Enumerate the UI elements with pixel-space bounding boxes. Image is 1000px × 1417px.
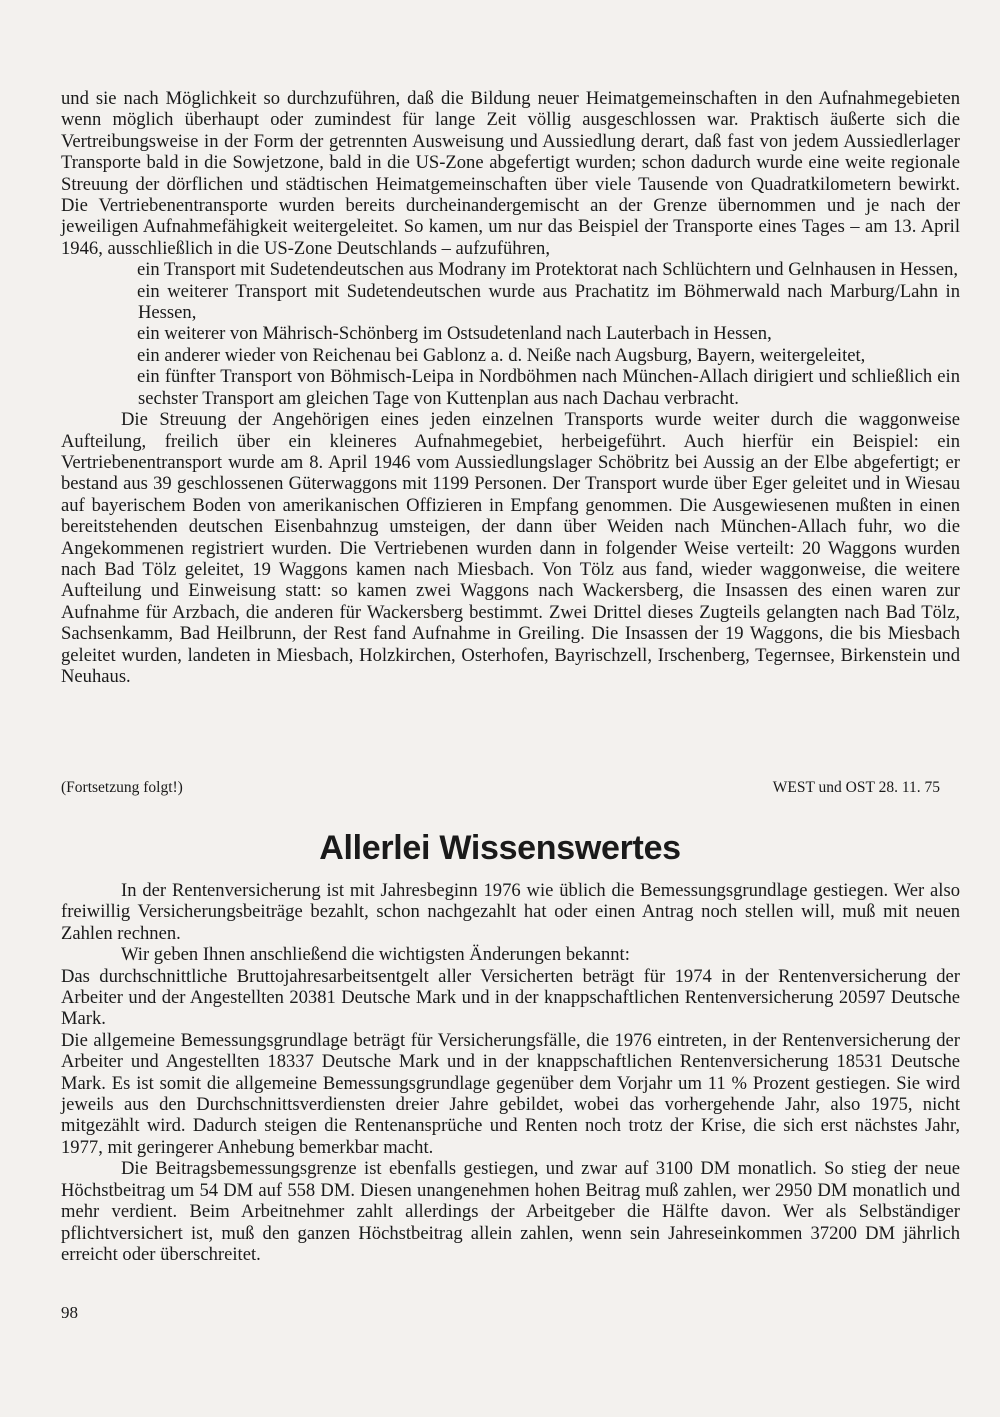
body-paragraph: In der Rentenversicherung ist mit Jahresbeginn 1976 wie üblich die Bemessungsgrundlage gestiegen. Wer also freiwillig Versicherungsbeiträge bezahlt, schon nachgezahlt hat oder einen Antrag noch stellen will, muß mit neuen Zahlen rechnen. [61, 880, 960, 944]
section-heading: Allerlei Wissenswertes [319, 829, 681, 867]
article-pension-info [61, 880, 960, 1265]
article-continuation [61, 88, 960, 687]
intro-paragraph: und sie nach Möglichkeit so durchzuführen, daß die Bildung neuer Heimatgemeinschaften in den Aufnahmegebieten wenn möglich überhaupt oder zumindest für lange Zeit völlig ausgeschlossen war. Praktisch äußerte sich die Vertreibungsweise in der Form der getrennten Ausweisung und Aussiedlung derart, daß fast von jedem Aussiedlerlager Transporte bald in die Sowjetzone, bald in die US-Zone abgefertigt wurden; schon dadurch wurde eine weite regionale Streuung der dörflichen und städtischen Heimatgemeinschaften über viele Tausende von Quadratkilometern bewirkt. Die Vertriebenentransporte wurden bereits durcheinandergemischt an der Grenze übernommen und je nach der jeweiligen Aufnahmefähigkeit weitergeleitet. So kamen, um nur das Beispiel der Transporte eines Tages – am 13. April 1946, ausschließlich in die US-Zone Deutschlands – aufzuführen, [61, 88, 960, 259]
body-paragraph: Die Beitragsbemessungsgrenze ist ebenfalls gestiegen, und zwar auf 3100 DM monatlich. So stieg der neue Höchstbeitrag um 54 DM auf 558 DM. Diesen unangenehmen hohen Beitrag muß zahlen, wer 2950 DM monatlich und mehr verdient. Beim Arbeitnehmer zahlt allerdings der Arbeitgeber die Hälfte davon. Wer als Selbständiger pflichtversichert ist, muß den ganzen Höchstbeitrag allein zahlen, wenn sein Jahreseinkommen 37200 DM jährlich erreicht oder überschreitet. [61, 1158, 960, 1265]
article-footer [61, 779, 960, 797]
waggon-distribution-paragraph: Die Streuung der Angehörigen eines jeden einzelnen Transports wurde weiter durch die waggonweise Aufteilung, freilich über ein kleineres Aufnahmegebiet, herbeigeführt. Auch hierfür ein Beispiel: ein Vertriebenentransport wurde am 8. April 1946 vom Aussiedlungslager Schöbritz bei Aussig an der Elbe abgefertigt; er bestand aus 39 geschlossenen Güterwaggons mit 1199 Personen. Der Transport wurde über Eger geleitet und in Wiesau auf bayerischem Boden von amerikanischen Offizieren in Empfang genommen. Die Ausgewiesenen mußten in einen bereitstehenden deutschen Eisenbahnzug umsteigen, der dann über Weiden nach München-Allach fuhr, wo die Angekommenen registriert wurden. Die Vertriebenen wurden dann in folgender Weise verteilt: 20 Waggons wurden nach Bad Tölz geleitet, 19 Waggons kamen nach Miesbach. Von Tölz aus fand, wieder waggonweise, die weitere Aufteilung und Einweisung statt: so kamen zwei Waggons nach Wackersberg, die Insassen des einen waren zur Aufnahme für Arzbach, die anderen für Wackersberg bestimmt. Zwei Drittel dieses Zugteils gelangten nach Bad Tölz, Sachsenkamm, Bad Heilbrunn, der Rest fand Aufnahme in Greiling. Die Insassen der 19 Waggons, die bis Miesbach geleitet wurden, landeten in Miesbach, Holzkirchen, Osterhofen, Bayrischzell, Irschenberg, Tegernsee, Birkenstein und Neuhaus. [61, 409, 960, 687]
transport-item: ein fünfter Transport von Böhmisch-Leipa in Nordböhmen nach München-Allach dirigiert und schließlich ein sechster Transport am gleichen Tage von Kuttenplan aus nach Dachau verbracht. [137, 366, 960, 409]
transport-item: ein weiterer von Mährisch-Schönberg im Ostsudetenland nach Lauterbach in Hessen, [137, 323, 772, 345]
continuation-note: (Fortsetzung folgt!) [61, 779, 183, 796]
body-paragraph: Das durchschnittliche Bruttojahresarbeitsentgelt aller Versicherten beträgt für 1974 in der Rentenversicherung der Arbeiter und der Angestellten 20381 Deutsche Mark und in der knappschaftlichen Rentenversicherung 20597 Deutsche Mark. [61, 965, 960, 1030]
body-paragraph: Wir geben Ihnen anschließend die wichtigsten Änderungen bekannt: [121, 944, 630, 966]
page-number: 98 [61, 1303, 78, 1322]
transport-item: ein Transport mit Sudetendeutschen aus Modrany im Protektorat nach Schlüchtern und Gelnhausen in Hessen, [137, 259, 959, 281]
body-paragraph: Die allgemeine Bemessungsgrundlage beträgt für Versicherungsfälle, die 1976 eintreten, in der Rentenversicherung der Arbeiter und Angestellten 18337 Deutsche Mark und in der knappschaftlichen Rentenversicherung 18531 Deutsche Mark. Es ist somit die allgemeine Bemessungsgrundlage gegenüber dem Vorjahr um 11 % Prozent gestiegen. Sie wird jeweils aus den Durchschnittsverdiensten dreier Jahre gebildet, wobei das vorhergehende Jahr, also 1975, nicht mitgezählt wird. Dadurch steigen die Rentenansprüche und Renten noch trotz der Krise, die sich erst nächstes Jahr, 1977, mit geringerer Anhebung bemerkbar macht. [61, 1029, 960, 1158]
transport-item: ein anderer wieder von Reichenau bei Gablonz a. d. Neiße nach Augsburg, Bayern, weitergeleitet, [137, 344, 866, 366]
transport-item: ein weiterer Transport mit Sudetendeutschen wurde aus Prachatitz im Böhmerwald nach Marburg/Lahn in Hessen, [137, 280, 960, 324]
source-citation: WEST und OST 28. 11. 75 [772, 779, 940, 796]
